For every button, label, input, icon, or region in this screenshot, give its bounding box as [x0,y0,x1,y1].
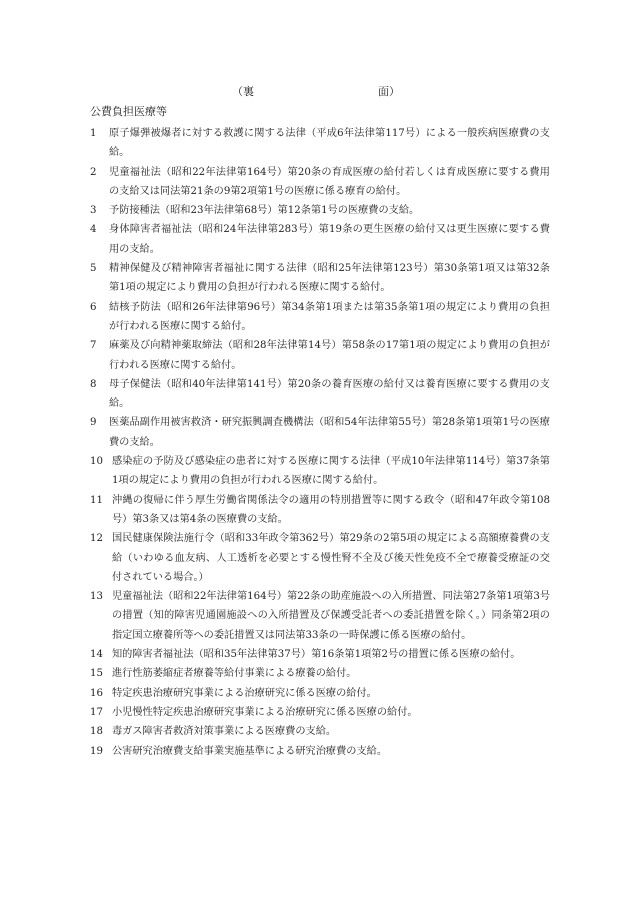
list-item [90,298,550,337]
item-text: 沖縄の復帰に伴う厚生労働省関係法令の適用の特別措置等に関する政令（昭和47年政令第108号）第3条又は第4条の医療費の支給。 [111,494,550,525]
list-item [90,529,550,587]
item-text: 麻薬及び向精神薬取締法（昭和28年法律第14号）第58条の17第1項の規定により費用の負担が行われる医療に関する給付。 [109,340,550,371]
list-item [90,684,550,703]
item-number: 19 [90,745,103,757]
item-number: 14 [90,649,103,661]
section-title: 公費負担医療等 [90,105,167,118]
item-text: 毒ガス障害者救済対策事業による医療費の支給。 [111,726,337,738]
item-number: 1 [90,128,97,139]
item-number: 13 [90,591,103,603]
item-number: 9 [90,417,97,429]
list-item [90,336,550,375]
item-text: 予防接種法（昭和23年法律第68号）第12条第1号の医療費の支給。 [109,205,420,217]
list-item [90,587,550,645]
list-item [90,491,550,530]
item-number: 3 [90,205,97,217]
item-number: 2 [90,166,97,178]
list-item [90,220,550,259]
item-number: 16 [90,687,103,699]
item-text: 児童福祉法（昭和22年法律第164号）第20条の育成医療の給付若しくは育成医療に要する費用の支給又は同法第21条の9第2項第1号の医療に係る療育の給付。 [109,166,550,197]
item-number: 17 [90,706,103,718]
list-item [90,452,550,491]
list-item [90,375,550,414]
item-text: 小児慢性特定疾患治療研究事業による治療研究に係る医療の給付。 [111,706,418,718]
item-text: 特定疾患治療研究事業による治療研究に係る医療の給付。 [111,687,377,699]
item-number: 11 [90,494,103,506]
list-item [90,413,550,452]
list-item [90,201,550,220]
list-item [90,742,550,761]
item-number: 5 [90,263,97,275]
item-list [90,124,550,761]
header-right: 面） [378,85,400,98]
item-text: 原子爆弾被爆者に対する救護に関する法律（平成6年法律第117号）による一般疾病医療費の支給。 [109,128,550,159]
item-number: 6 [90,301,97,313]
list-item [90,722,550,741]
item-number: 18 [90,726,103,738]
list-item [90,124,550,163]
header-left: （裏 [232,85,254,98]
page-header [0,84,630,100]
list-item [90,645,550,664]
list-item [90,703,550,722]
item-text: 身体障害者福祉法（昭和24年法律第283号）第19条の更生医療の給付又は更生医療に要する費用の支給。 [109,224,550,255]
item-text: 進行性筋萎縮症者療養等給付事業による療養の給付。 [111,668,357,680]
item-text: 児童福祉法（昭和22年法律第164号）第22条の助産施設への入所措置、同法第27条第1項第3号の措置（知的障害児通園施設への入所措置及び保護受託者への委託措置を除く。）同条第2項の指定国立療養所等への委託措置又は同法第33条の一時保護に係る医療の給付。 [111,591,551,641]
list-item [90,259,550,298]
item-number: 10 [90,456,103,468]
item-number: 8 [90,378,97,390]
list-item [90,163,550,202]
item-text: 公害研究治療費支給事業実施基準による研究治療費の支給。 [111,745,388,757]
item-text: 精神保健及び精神障害者福祉に関する法律（昭和25年法律第123号）第30条第1項又は第32条第1項の規定により費用の負担が行われる医療に関する給付。 [109,263,550,294]
list-item [90,664,550,683]
item-number: 15 [90,668,103,680]
item-number: 4 [90,224,97,236]
item-text: 母子保健法（昭和40年法律第141号）第20条の養育医療の給付又は養育医療に要する費用の支給。 [109,378,550,410]
item-number: 12 [90,533,103,545]
item-text: 結核予防法（昭和26年法律第96号）第34条第1項または第35条第1項の規定により費用の負担が行われる医療に関する給付。 [109,301,550,332]
item-text: 知的障害者福祉法（昭和35年法律第37号）第16条第1項第2号の措置に係る医療の給付。 [111,649,521,661]
item-text: 感染症の予防及び感染症の患者に対する医療に関する法律（平成10年法律第114号）第37条第1項の規定により費用の負担が行われる医療に関する給付。 [111,456,550,487]
item-text: 医薬品副作用被害救済・研究振興調査機構法（昭和54年法律第55号）第28条第1項第1号の医療費の支給。 [109,417,550,448]
item-text: 国民健康保険法施行令（昭和33年政令第362号）第29条の2第5項の規定による高額療養費の支給（いわゆる血友病、人工透析を必要とする慢性腎不全及び後天性免疫不全で療養受療証の交付されている場合。） [111,533,550,583]
item-number: 7 [90,340,97,352]
